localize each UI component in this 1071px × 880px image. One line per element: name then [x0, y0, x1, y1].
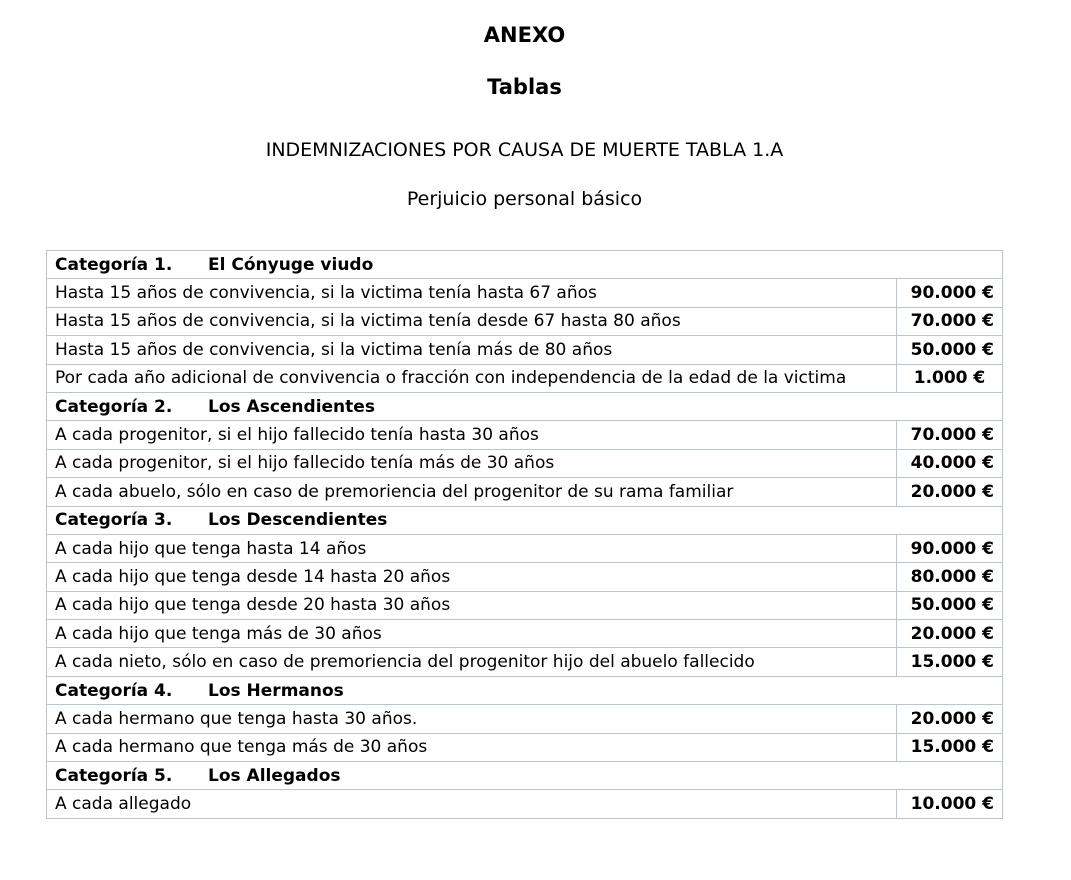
row-label: A cada progenitor, si el hijo fallecido tenía más de 30 años: [47, 449, 897, 477]
row-amount: 1.000 €: [897, 364, 1003, 392]
row-amount: 40.000 €: [897, 449, 1003, 477]
row-label: A cada hermano que tenga más de 30 años: [47, 733, 897, 761]
table-row: [47, 648, 1003, 676]
row-label: A cada hijo que tenga más de 30 años: [47, 620, 897, 648]
table-row: [47, 449, 1003, 477]
row-amount: 15.000 €: [897, 733, 1003, 761]
compensation-table: [46, 250, 1003, 819]
document-subheading: Tablas: [487, 75, 562, 99]
category-row: [47, 392, 1003, 420]
row-amount: 50.000 €: [897, 336, 1003, 364]
row-amount: 90.000 €: [897, 279, 1003, 307]
row-amount: 70.000 €: [897, 421, 1003, 449]
category-row: [47, 762, 1003, 790]
category-name: El Cónyuge viudo: [208, 254, 374, 275]
table-row: [47, 705, 1003, 733]
category-row: [47, 676, 1003, 704]
category-number: Categoría 1.: [55, 254, 173, 275]
table-row: [47, 478, 1003, 506]
row-amount: 90.000 €: [897, 534, 1003, 562]
table-row: [47, 733, 1003, 761]
table-row: [47, 279, 1003, 307]
category-number: Categoría 4.: [55, 680, 173, 701]
category-header: [47, 762, 1003, 790]
category-name: Los Allegados: [208, 765, 341, 786]
row-label: Por cada año adicional de convivencia o fracción con independencia de la edad de la victima: [47, 364, 897, 392]
table-row: [47, 620, 1003, 648]
row-amount: 80.000 €: [897, 563, 1003, 591]
table-row: [47, 790, 1003, 818]
category-header: [47, 251, 1003, 279]
category-row: [47, 251, 1003, 279]
row-label: A cada progenitor, si el hijo fallecido tenía hasta 30 años: [47, 421, 897, 449]
category-name: Los Hermanos: [208, 680, 344, 701]
row-label: A cada hermano que tenga hasta 30 años.: [47, 705, 897, 733]
row-amount: 70.000 €: [897, 307, 1003, 335]
row-amount: 50.000 €: [897, 591, 1003, 619]
category-name: Los Descendientes: [208, 510, 388, 531]
row-amount: 20.000 €: [897, 705, 1003, 733]
row-amount: 15.000 €: [897, 648, 1003, 676]
table-row: [47, 534, 1003, 562]
row-amount: 10.000 €: [897, 790, 1003, 818]
row-label: Hasta 15 años de convivencia, si la victima tenía hasta 67 años: [47, 279, 897, 307]
table-row: [47, 591, 1003, 619]
category-row: [47, 506, 1003, 534]
category-header: [47, 506, 1003, 534]
table-row: [47, 307, 1003, 335]
category-number: Categoría 2.: [55, 396, 173, 417]
category-number: Categoría 5.: [55, 765, 173, 786]
row-amount: 20.000 €: [897, 620, 1003, 648]
table-subtitle: Perjuicio personal básico: [406, 188, 643, 210]
table-row: [47, 336, 1003, 364]
row-label: A cada allegado: [47, 790, 897, 818]
category-header: [47, 392, 1003, 420]
table-row: [47, 421, 1003, 449]
table-title: INDEMNIZACIONES POR CAUSA DE MUERTE TABLA 1.A: [265, 139, 784, 161]
document-heading: ANEXO: [483, 23, 566, 47]
row-label: A cada nieto, sólo en caso de premoriencia del progenitor hijo del abuelo fallecido: [47, 648, 897, 676]
table-row: [47, 364, 1003, 392]
row-label: Hasta 15 años de convivencia, si la victima tenía más de 80 años: [47, 336, 897, 364]
row-label: A cada hijo que tenga hasta 14 años: [47, 534, 897, 562]
category-header: [47, 676, 1003, 704]
row-label: A cada hijo que tenga desde 14 hasta 20 años: [47, 563, 897, 591]
row-label: Hasta 15 años de convivencia, si la victima tenía desde 67 hasta 80 años: [47, 307, 897, 335]
row-amount: 20.000 €: [897, 478, 1003, 506]
row-label: A cada hijo que tenga desde 20 hasta 30 años: [47, 591, 897, 619]
category-name: Los Ascendientes: [208, 396, 375, 417]
table-row: [47, 563, 1003, 591]
row-label: A cada abuelo, sólo en caso de premoriencia del progenitor de su rama familiar: [47, 478, 897, 506]
category-number: Categoría 3.: [55, 510, 173, 531]
